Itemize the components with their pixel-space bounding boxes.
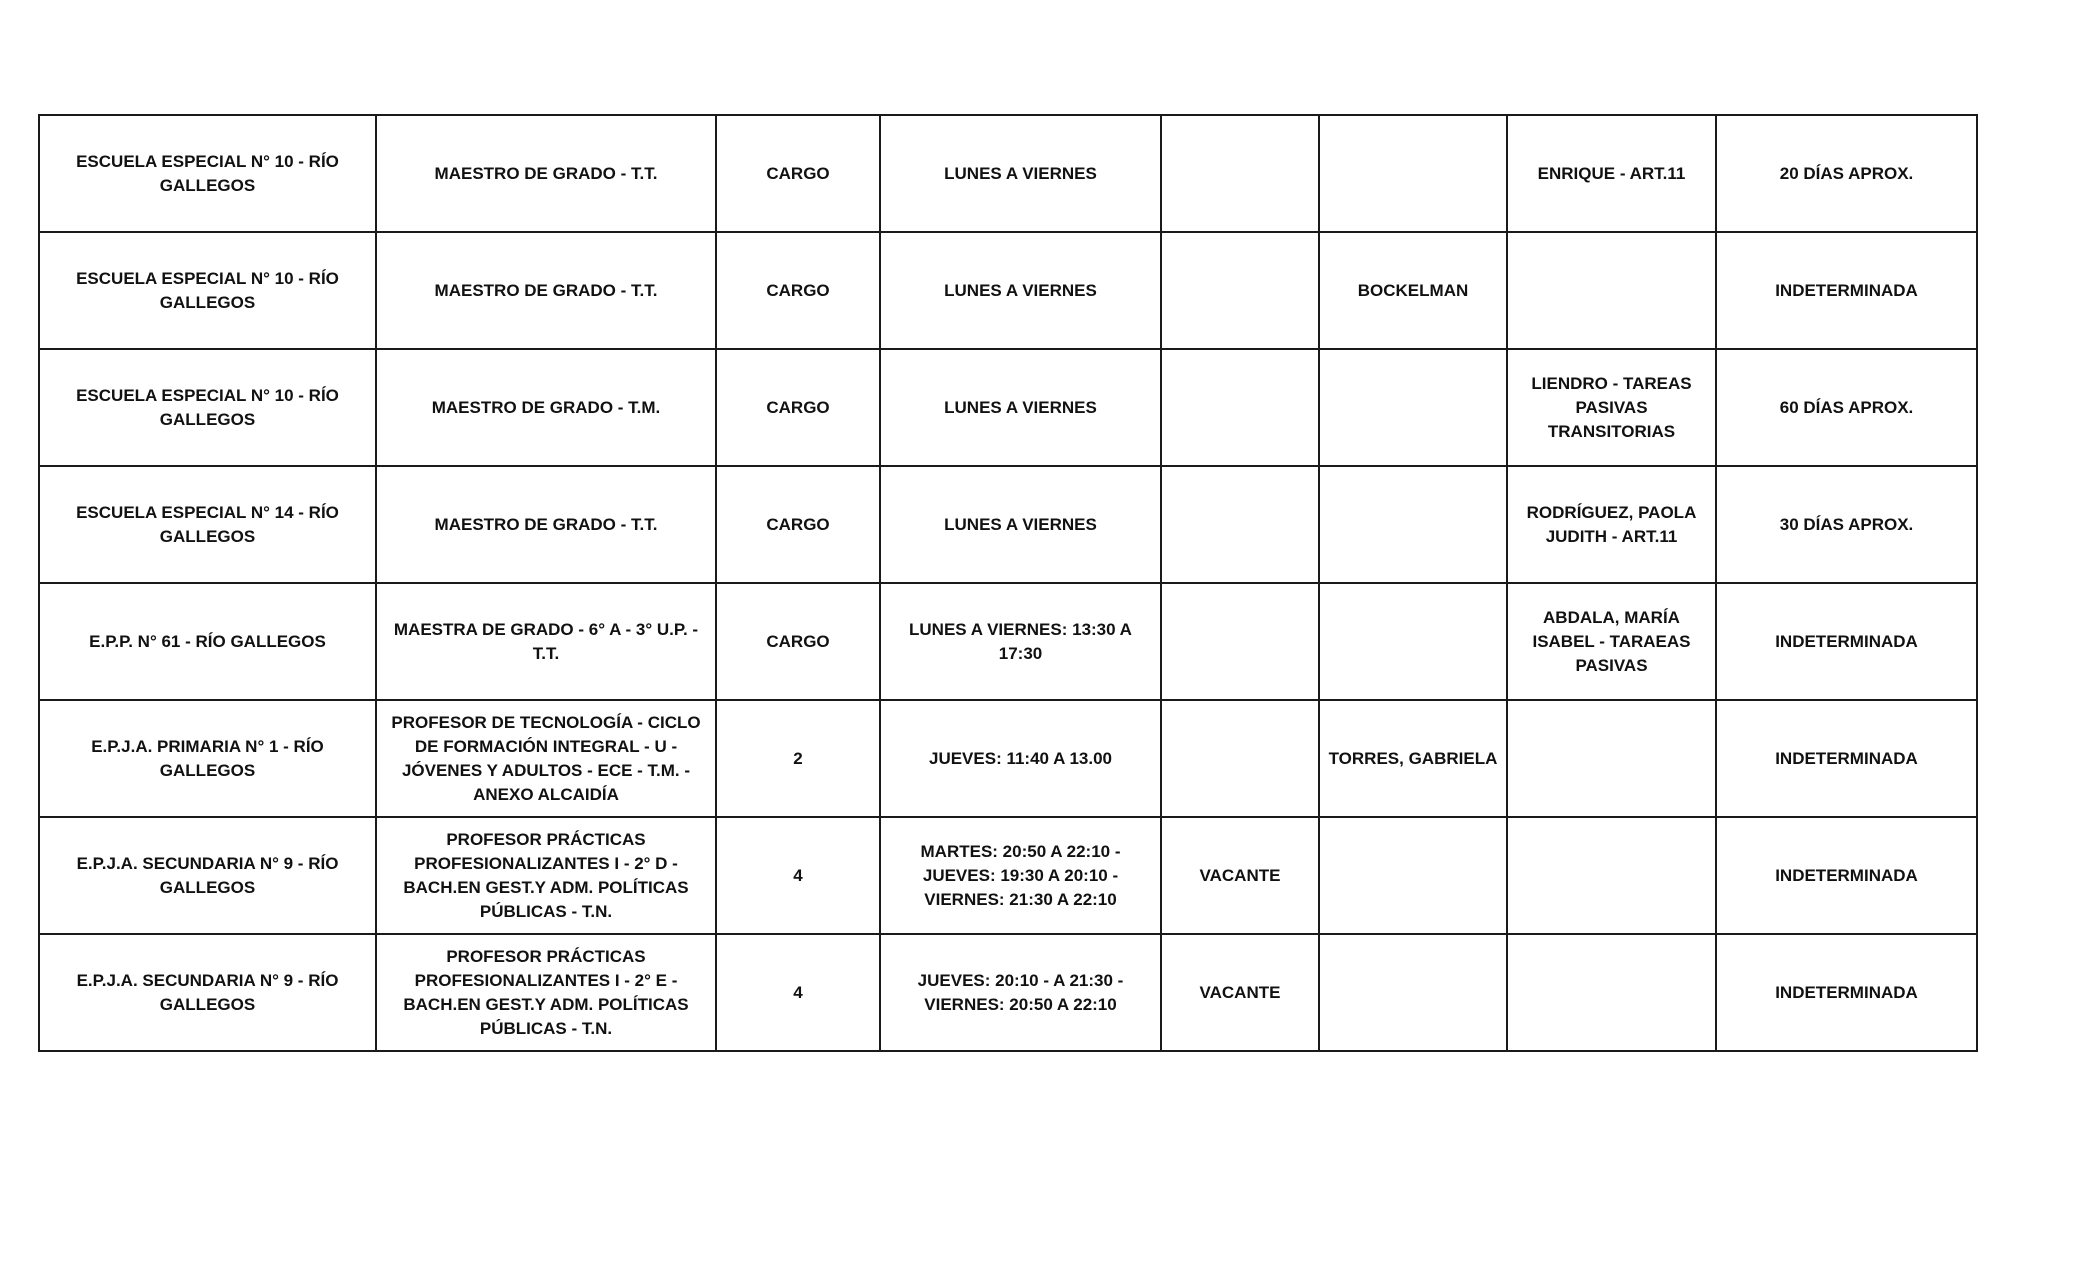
cell-duration: 60 DÍAS APROX. [1716,349,1977,466]
cell-duration: INDETERMINADA [1716,700,1977,817]
cell-replacement [1319,349,1507,466]
cell-replacement [1319,466,1507,583]
cell-schedule: LUNES A VIERNES [880,349,1161,466]
cell-schedule: LUNES A VIERNES: 13:30 A 17:30 [880,583,1161,700]
document-page [38,114,1976,1052]
cell-school: ESCUELA ESPECIAL N° 10 - RÍO GALLEGOS [39,232,376,349]
table-row [39,466,1977,583]
cell-position: MAESTRO DE GRADO - T.T. [376,115,716,232]
cell-type: CARGO [716,349,880,466]
cell-status [1161,232,1319,349]
cell-type: CARGO [716,466,880,583]
cell-absent [1507,700,1716,817]
table-row [39,349,1977,466]
table-row [39,583,1977,700]
cell-replacement [1319,115,1507,232]
cell-duration: INDETERMINADA [1716,583,1977,700]
cell-type: CARGO [716,583,880,700]
cell-duration: INDETERMINADA [1716,817,1977,934]
cell-replacement [1319,583,1507,700]
cell-position: MAESTRA DE GRADO - 6° A - 3° U.P. - T.T. [376,583,716,700]
cell-position: PROFESOR PRÁCTICAS PROFESIONALIZANTES I - 2° E - BACH.EN GEST.Y ADM. POLÍTICAS PÚBLICAS - T.N. [376,934,716,1051]
table-row [39,232,1977,349]
table-row [39,934,1977,1051]
cell-replacement: TORRES, GABRIELA [1319,700,1507,817]
cell-status [1161,115,1319,232]
cell-school: ESCUELA ESPECIAL N° 14 - RÍO GALLEGOS [39,466,376,583]
cell-school: E.P.J.A. SECUNDARIA N° 9 - RÍO GALLEGOS [39,817,376,934]
cell-type: CARGO [716,232,880,349]
cell-schedule: LUNES A VIERNES [880,115,1161,232]
cell-school: ESCUELA ESPECIAL N° 10 - RÍO GALLEGOS [39,349,376,466]
cell-schedule: JUEVES: 20:10 - A 21:30 - VIERNES: 20:50 A 22:10 [880,934,1161,1051]
cell-absent [1507,817,1716,934]
cell-position: PROFESOR PRÁCTICAS PROFESIONALIZANTES I - 2° D - BACH.EN GEST.Y ADM. POLÍTICAS PÚBLICAS - T.N. [376,817,716,934]
table-row [39,817,1977,934]
cell-schedule: MARTES: 20:50 A 22:10 - JUEVES: 19:30 A 20:10 - VIERNES: 21:30 A 22:10 [880,817,1161,934]
vacancies-table [38,114,1978,1052]
cell-status [1161,583,1319,700]
cell-absent [1507,934,1716,1051]
cell-school: ESCUELA ESPECIAL N° 10 - RÍO GALLEGOS [39,115,376,232]
cell-duration: INDETERMINADA [1716,934,1977,1051]
table-row [39,700,1977,817]
cell-status [1161,349,1319,466]
cell-absent: ABDALA, MARÍA ISABEL - TARAEAS PASIVAS [1507,583,1716,700]
cell-absent [1507,232,1716,349]
cell-type: 4 [716,817,880,934]
cell-type: 4 [716,934,880,1051]
table-row [39,115,1977,232]
cell-status: VACANTE [1161,934,1319,1051]
cell-schedule: JUEVES: 11:40 A 13.00 [880,700,1161,817]
cell-type: CARGO [716,115,880,232]
cell-absent: RODRÍGUEZ, PAOLA JUDITH - ART.11 [1507,466,1716,583]
cell-duration: 20 DÍAS APROX. [1716,115,1977,232]
cell-replacement [1319,934,1507,1051]
cell-status [1161,466,1319,583]
cell-school: E.P.J.A. PRIMARIA N° 1 - RÍO GALLEGOS [39,700,376,817]
cell-duration: INDETERMINADA [1716,232,1977,349]
cell-absent: ENRIQUE - ART.11 [1507,115,1716,232]
cell-position: MAESTRO DE GRADO - T.T. [376,466,716,583]
cell-school: E.P.J.A. SECUNDARIA N° 9 - RÍO GALLEGOS [39,934,376,1051]
cell-schedule: LUNES A VIERNES [880,466,1161,583]
cell-absent: LIENDRO - TAREAS PASIVAS TRANSITORIAS [1507,349,1716,466]
cell-replacement: BOCKELMAN [1319,232,1507,349]
cell-type: 2 [716,700,880,817]
cell-status [1161,700,1319,817]
cell-position: MAESTRO DE GRADO - T.M. [376,349,716,466]
cell-position: MAESTRO DE GRADO - T.T. [376,232,716,349]
cell-duration: 30 DÍAS APROX. [1716,466,1977,583]
cell-replacement [1319,817,1507,934]
cell-schedule: LUNES A VIERNES [880,232,1161,349]
cell-status: VACANTE [1161,817,1319,934]
cell-school: E.P.P. N° 61 - RÍO GALLEGOS [39,583,376,700]
cell-position: PROFESOR DE TECNOLOGÍA - CICLO DE FORMACIÓN INTEGRAL - U - JÓVENES Y ADULTOS - ECE - T.M. - ANEXO ALCAIDÍA [376,700,716,817]
